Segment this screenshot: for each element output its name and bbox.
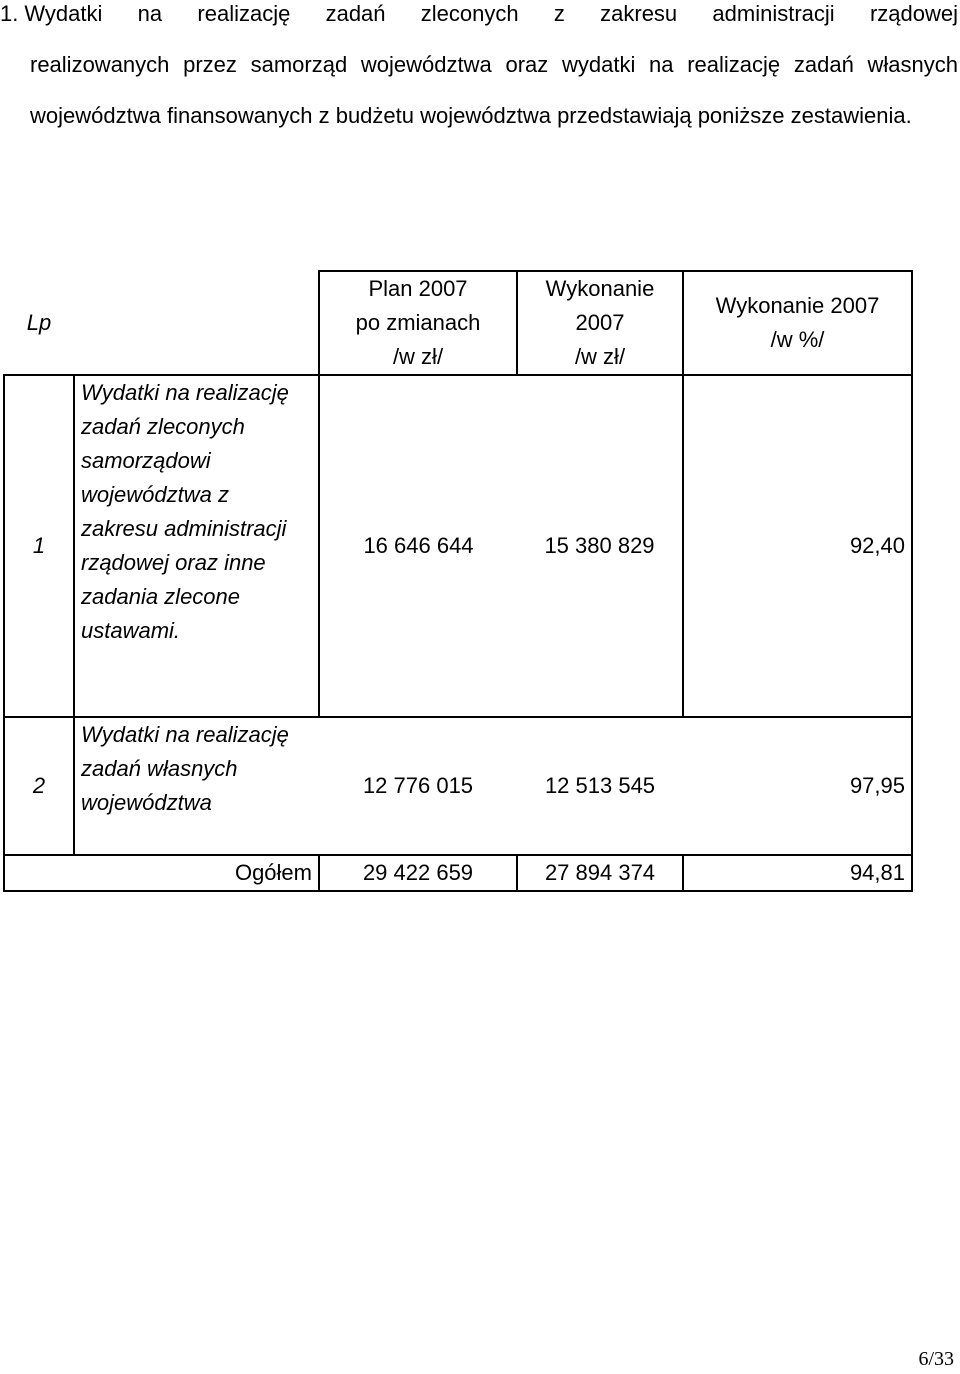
row-name: Wydatki na realizację zadań zleconych samorządowi województwa z zakresu administracji rządowej oraz inne zadania zlecone ustawami.	[74, 375, 319, 717]
header-plan-line2: po zmianach	[355, 310, 481, 335]
expenditure-table	[3, 270, 913, 892]
row-lp: 2	[4, 717, 74, 855]
total-wykonanie: 27 894 374	[517, 855, 683, 891]
row-wykonanie: 12 513 545	[517, 717, 683, 855]
header-wyk-line1: Wykonanie	[545, 276, 655, 301]
header-pct-line2: /w %/	[770, 327, 825, 352]
row-plan: 16 646 644	[319, 375, 517, 717]
row-lp: 1	[4, 375, 74, 717]
table-header-row	[4, 271, 912, 375]
intro-first-line	[0, 0, 958, 39]
header-wyk-line3: /w zł/	[574, 344, 626, 369]
header-pct-line1: Wykonanie 2007	[715, 293, 880, 318]
header-wykonanie	[517, 271, 683, 375]
row-percent: 97,95	[683, 717, 912, 855]
total-label: Ogółem	[4, 855, 319, 891]
section-number: 1.	[0, 1, 19, 26]
page-number: 6/33	[918, 1348, 954, 1370]
row-plan: 12 776 015	[319, 717, 517, 855]
table-row	[4, 375, 912, 717]
total-percent: 94,81	[683, 855, 912, 891]
table-row	[4, 717, 912, 855]
row-percent: 92,40	[683, 375, 912, 717]
intro-text-rest: realizowanych przez samorząd województwa oraz wydatki na realizację zadań własnych województwa finansowanych z budżetu województwa przedstawiają poniższe zestawienia.	[30, 52, 958, 128]
header-wyk-line2: 2007	[575, 310, 625, 335]
total-row	[4, 855, 912, 891]
header-name	[74, 271, 319, 375]
intro-paragraph	[0, 0, 958, 141]
header-plan-line1: Plan 2007	[368, 276, 468, 301]
header-plan	[319, 271, 517, 375]
header-lp: Lp	[26, 309, 52, 335]
header-percent	[683, 271, 912, 375]
total-plan: 29 422 659	[319, 855, 517, 891]
intro-text-line1: Wydatki na realizację zadań zleconych z zakresu administracji rządowej	[24, 1, 958, 26]
row-wykonanie: 15 380 829	[517, 375, 683, 717]
row-name: Wydatki na realizację zadań własnych województwa	[74, 717, 319, 855]
header-plan-line3: /w zł/	[392, 344, 444, 369]
